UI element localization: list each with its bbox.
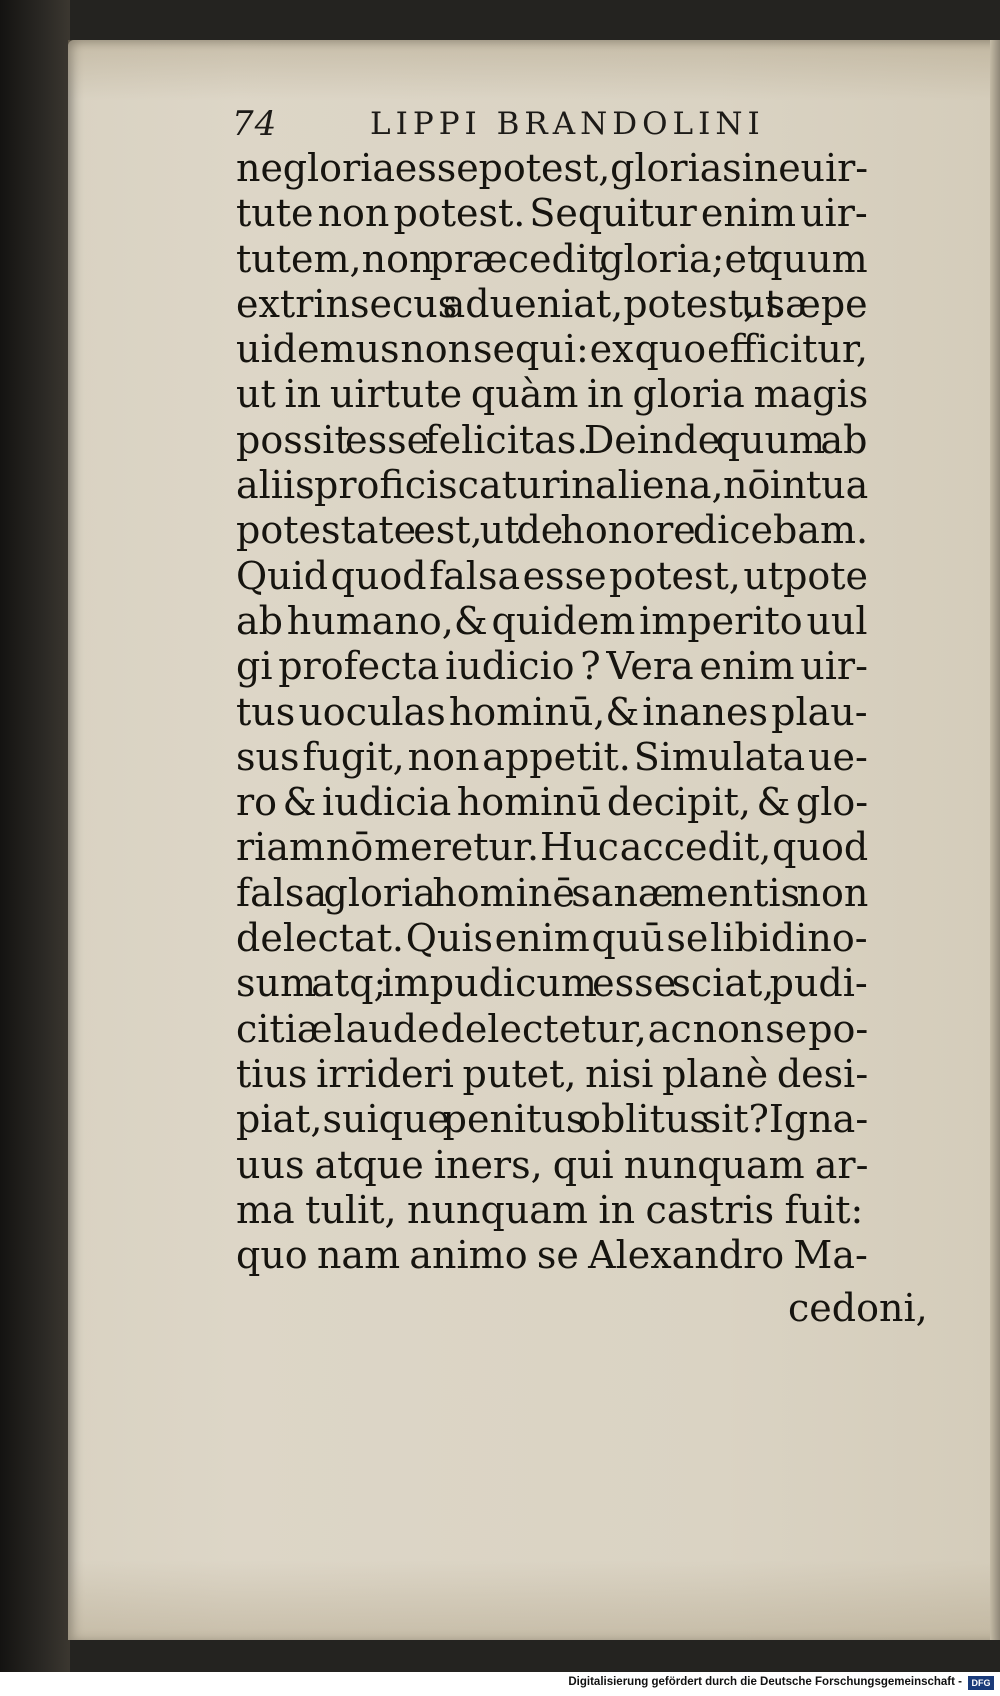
funding-credit: Digitalisierung gefördert durch die Deutsche Forschungsgemeinschaft - xyxy=(568,1676,962,1688)
running-title: LIPPI BRANDOLINI xyxy=(370,106,765,142)
text-line: potestate est, ut de honore dicebam. xyxy=(236,508,869,553)
text-line: citiæ laude delectetur, ac non se po- xyxy=(236,1006,869,1051)
text-line: uidemus non sequi: ex quo efficitur, xyxy=(236,327,868,372)
text-line: delectat. Quis enim quū se libidino- xyxy=(236,916,868,961)
running-head xyxy=(232,104,852,152)
text-line: ne gloria esse potest, gloria sine uir- xyxy=(236,146,869,190)
text-line: possit esse felicitas. Deinde quum ab xyxy=(236,417,868,462)
body-text xyxy=(236,146,876,1278)
text-line: gi profecta iudicio ? Vera enim uir- xyxy=(236,644,868,689)
text-line: ma tulit, nunquam in castris fuit: xyxy=(236,1187,864,1232)
page-foxing-top xyxy=(68,40,1000,100)
text-line: uus atque iners, qui nunquam ar- xyxy=(236,1142,869,1187)
text-line: ut in uirtute quàm in gloria magis xyxy=(236,372,869,417)
text-line: riam nō meretur. Huc accedit, quod xyxy=(236,825,869,870)
page-number: 74 xyxy=(232,104,278,144)
book-edge-shadow xyxy=(0,0,70,1672)
text-line: sus fugit, non appetit. Simulata ue- xyxy=(236,734,868,779)
dfg-logo-icon: DFG xyxy=(968,1676,994,1690)
text-line: extrinsecus adueniat,potest, ut sæpe xyxy=(236,281,868,326)
text-line: sum atq; impudicum esse sciat, pudi- xyxy=(236,961,868,1006)
text-line: ro & iudicia hominū decipit, & glo- xyxy=(236,780,869,825)
text-line: ab humano,& quidem imperito uul xyxy=(236,598,868,643)
text-line: tutem,non præcedit gloria;et quum xyxy=(236,236,868,281)
text-line: quo nam animo se Alexandro Ma- xyxy=(236,1233,868,1278)
text-line: aliis proficiscatur in aliena, nō in tua xyxy=(236,463,869,508)
text-line: Quid quod falsa esse potest, utpote xyxy=(236,553,869,598)
footer-bar xyxy=(0,1672,1000,1696)
text-line: piat,suique penitus oblitus sit?Igna- xyxy=(236,1097,869,1142)
text-line: tius irrideri putet, nisi planè desi- xyxy=(236,1051,869,1096)
text-line: falsa gloria hominē sanæ mentis non xyxy=(236,870,869,915)
page-foxing-bottom xyxy=(68,1560,1000,1640)
text-line: tus uoculas hominū,& inanes plau- xyxy=(236,689,868,734)
text-line: tute non potest. Sequitur enim uir- xyxy=(236,191,868,236)
page-right-edge xyxy=(990,40,1000,1640)
catchword: cedoni, xyxy=(788,1286,928,1330)
